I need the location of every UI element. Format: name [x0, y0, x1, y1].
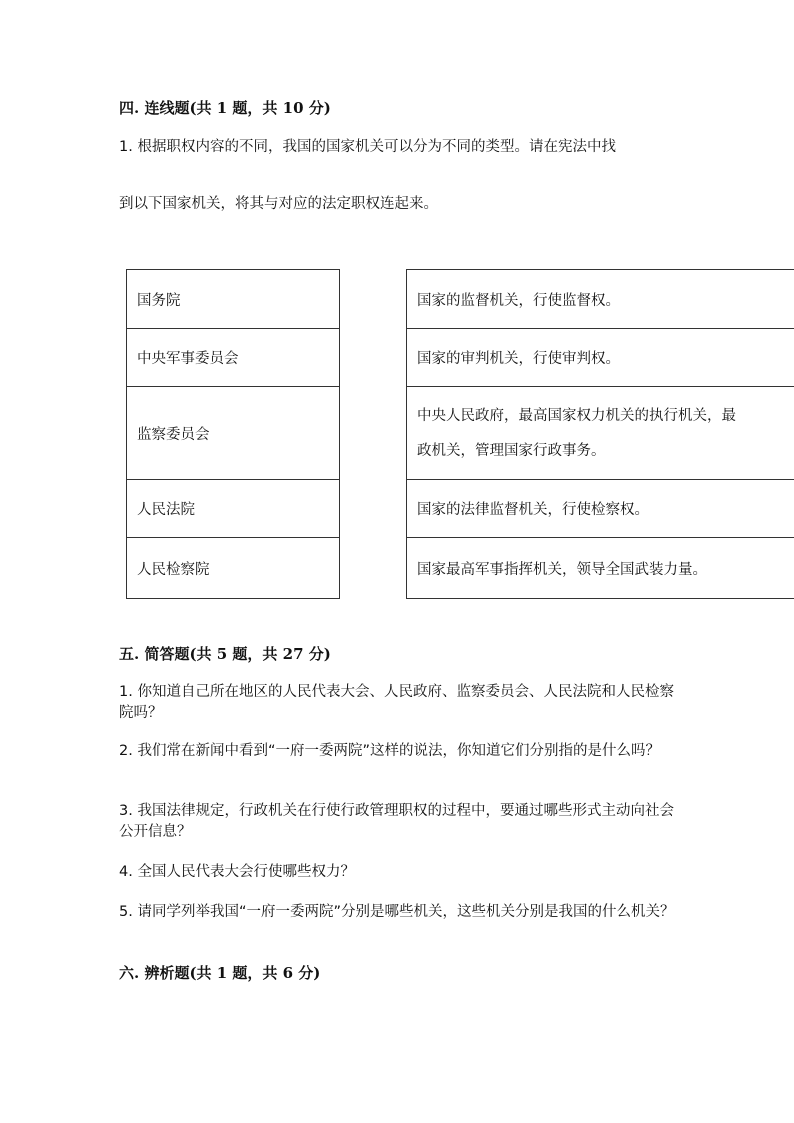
organ-name: 中央军事委员会	[137, 351, 239, 367]
organ-list	[126, 269, 340, 599]
organ-cell	[127, 480, 339, 538]
section-6-heading: 六. 辨析题(共 1 题，共 6 分)	[119, 964, 321, 982]
organ-name: 国务院	[137, 292, 181, 309]
section-5-heading: 五. 简答题(共 5 题，共 27 分)	[119, 645, 331, 663]
power-cell	[407, 270, 794, 329]
power-text: 国家最高军事指挥机关，领导全国武装力量。	[417, 561, 707, 578]
question-5-4: 4. 全国人民代表大会行使哪些权力？	[119, 864, 355, 880]
organ-cell	[127, 329, 339, 387]
power-cell	[407, 329, 794, 387]
power-text: 中央人民政府，最高国家权力机关的执行机关，最	[417, 408, 736, 424]
question-4-1-line-1: 1. 根据职权内容的不同，我国的国家机关可以分为不同的类型。请在宪法中找	[119, 139, 616, 155]
section-4-heading: 四. 连线题(共 1 题，共 10 分)	[119, 99, 331, 117]
question-5-3: 3. 我国法律规定，行政机关在行使行政管理职权的过程中，要通过哪些形式主动向社会公开信息？	[119, 803, 674, 840]
organ-cell	[127, 270, 339, 329]
organ-name: 人民检察院	[137, 561, 210, 578]
question-5-1: 1. 你知道自己所在地区的人民代表大会、人民政府、监察委员会、人民法院和人民检察院吗？	[119, 684, 674, 721]
organ-cell	[127, 387, 339, 480]
organ-name: 人民法院	[137, 502, 195, 518]
question-4-1-line-2: 到以下国家机关，将其与对应的法定职权连起来。	[119, 196, 438, 212]
question-5-2: 2. 我们常在新闻中看到“一府一委两院”这样的说法，你知道它们分别指的是什么吗？	[119, 743, 660, 759]
power-text-cont: 政机关，管理国家行政事务。	[417, 443, 606, 459]
power-list	[406, 269, 794, 599]
question-5-5: 5. 请同学列举我国“一府一委两院”分别是哪些机关，这些机关分别是我国的什么机关？	[119, 904, 675, 920]
power-cell	[407, 387, 794, 480]
power-cell	[407, 538, 794, 599]
power-text: 国家的审判机关，行使审判权。	[417, 351, 620, 367]
power-text: 国家的监督机关，行使监督权。	[417, 292, 620, 309]
power-cell	[407, 480, 794, 538]
organ-name: 监察委员会	[137, 426, 210, 443]
organ-cell	[127, 538, 339, 599]
power-text: 国家的法律监督机关，行使检察权。	[417, 502, 649, 518]
